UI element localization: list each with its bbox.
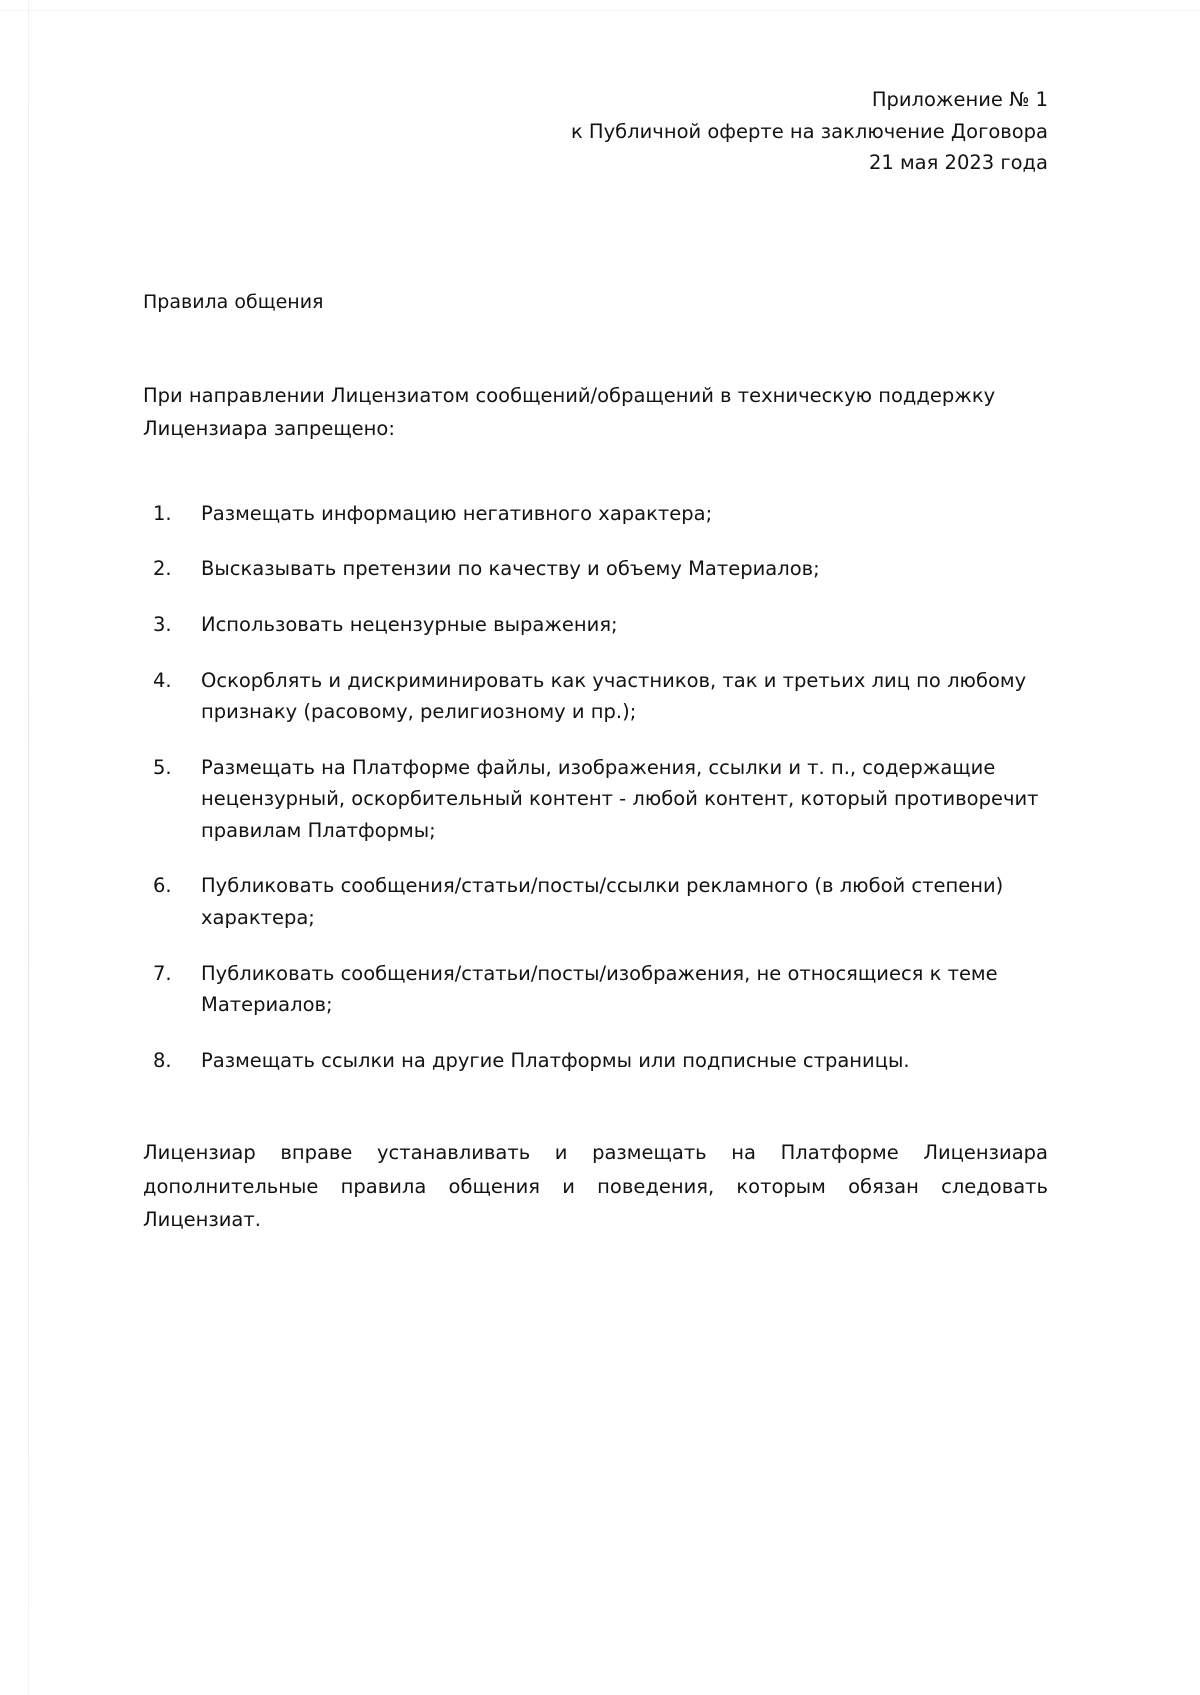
list-item: Публиковать сообщения/статьи/посты/изображения, не относящиеся к теме Материалов; [201, 961, 998, 1017]
list-item: Использовать нецензурные выражения; [201, 612, 618, 636]
document-content [143, 0, 1048, 1256]
document-header [143, 84, 1048, 179]
page-title: Правила общения [143, 290, 324, 313]
intro-paragraph: При направлении Лицензиатом сообщений/обращений в техническую поддержку Лицензиара запрещено: [143, 383, 996, 441]
list-item: Размещать информацию негативного характера; [201, 501, 713, 525]
rules-list [143, 498, 1048, 1077]
list-item: Высказывать претензии по качеству и объему Материалов; [201, 557, 820, 581]
list-item: Размещать на Платформе файлы, изображения, ссылки и т. п., содержащие нецензурный, оскорбительный контент - любой контент, который противоречит правилам Платформы; [201, 755, 1039, 842]
closing-paragraph: Лицензиар вправе устанавливать и размещать на Платформе Лицензиара дополнительные правила общения и поведения, которым обязан следовать Лицензиат. [143, 1141, 1048, 1232]
appendix-date: 21 мая 2023 года [868, 151, 1048, 175]
list-item: Оскорблять и дискриминировать как участников, так и третьих лиц по любому признаку (расовому, религиозному и пр.); [201, 668, 1027, 724]
appendix-reference: к Публичной оферте на заключение Договора [570, 119, 1048, 143]
list-item: Размещать ссылки на другие Платформы или подписные страницы. [201, 1048, 910, 1072]
appendix-title: Приложение № 1 [871, 88, 1048, 111]
list-item: Публиковать сообщения/статьи/посты/ссылки рекламного (в любой степени) характера; [201, 874, 1004, 929]
scan-edge-left [28, 0, 29, 1695]
